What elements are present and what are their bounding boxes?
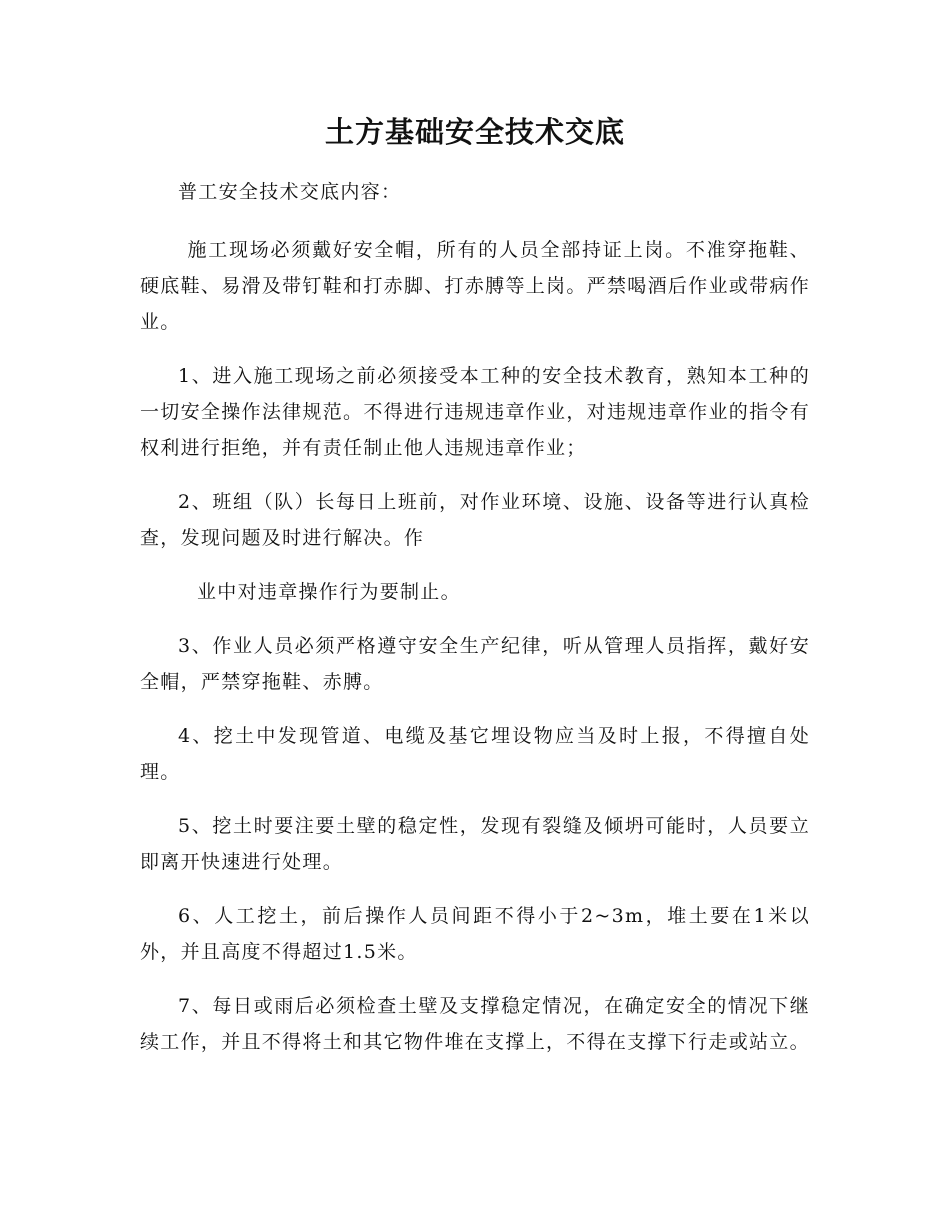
item-1-paragraph: 1、进入施工现场之前必须接受本工种的安全技术教育，熟知本工种的一切安全操作法律规范。不得进行违规违章作业，对违规违章作业的指令有权利进行拒绝，并有责任制止他人违规违章作业； [140, 365, 810, 459]
item-7-paragraph: 7、每日或雨后必须检查土壁及支撑稳定情况，在确定安全的情况下继续工作，并且不得将土和其它物件堆在支撑上，不得在支撑下行走或站立。 [140, 995, 810, 1053]
item-2-continuation: 业中对违章操作行为要制止。 [197, 581, 461, 603]
item-2-paragraph: 2、班组（队）长每日上班前，对作业环境、设施、设备等进行认真检查，发现问题及时进行解决。作 [140, 491, 810, 549]
item-3-paragraph: 3、作业人员必须严格遵守安全生产纪律，听从管理人员指挥，戴好安全帽，严禁穿拖鞋、赤膊。 [140, 635, 810, 693]
item-6-paragraph: 6、人工挖土，前后操作人员间距不得小于2~3m，堆土要在1米以外，并且高度不得超过1.5米。 [140, 905, 810, 963]
intro-paragraph: 施工现场必须戴好安全帽，所有的人员全部持证上岗。不准穿拖鞋、硬底鞋、易滑及带钉鞋和打赤脚、打赤膊等上岗。严禁喝酒后作业或带病作业。 [140, 239, 810, 333]
document-title: 土方基础安全技术交底 [324, 115, 625, 149]
section-subtitle: 普工安全技术交底内容： [178, 181, 402, 203]
item-5-paragraph: 5、挖土时要注要土壁的稳定性，发现有裂缝及倾坍可能时，人员要立即离开快速进行处理。 [140, 815, 810, 873]
item-4-paragraph: 4、挖土中发现管道、电缆及基它埋设物应当及时上报，不得擅自处理。 [140, 725, 810, 783]
